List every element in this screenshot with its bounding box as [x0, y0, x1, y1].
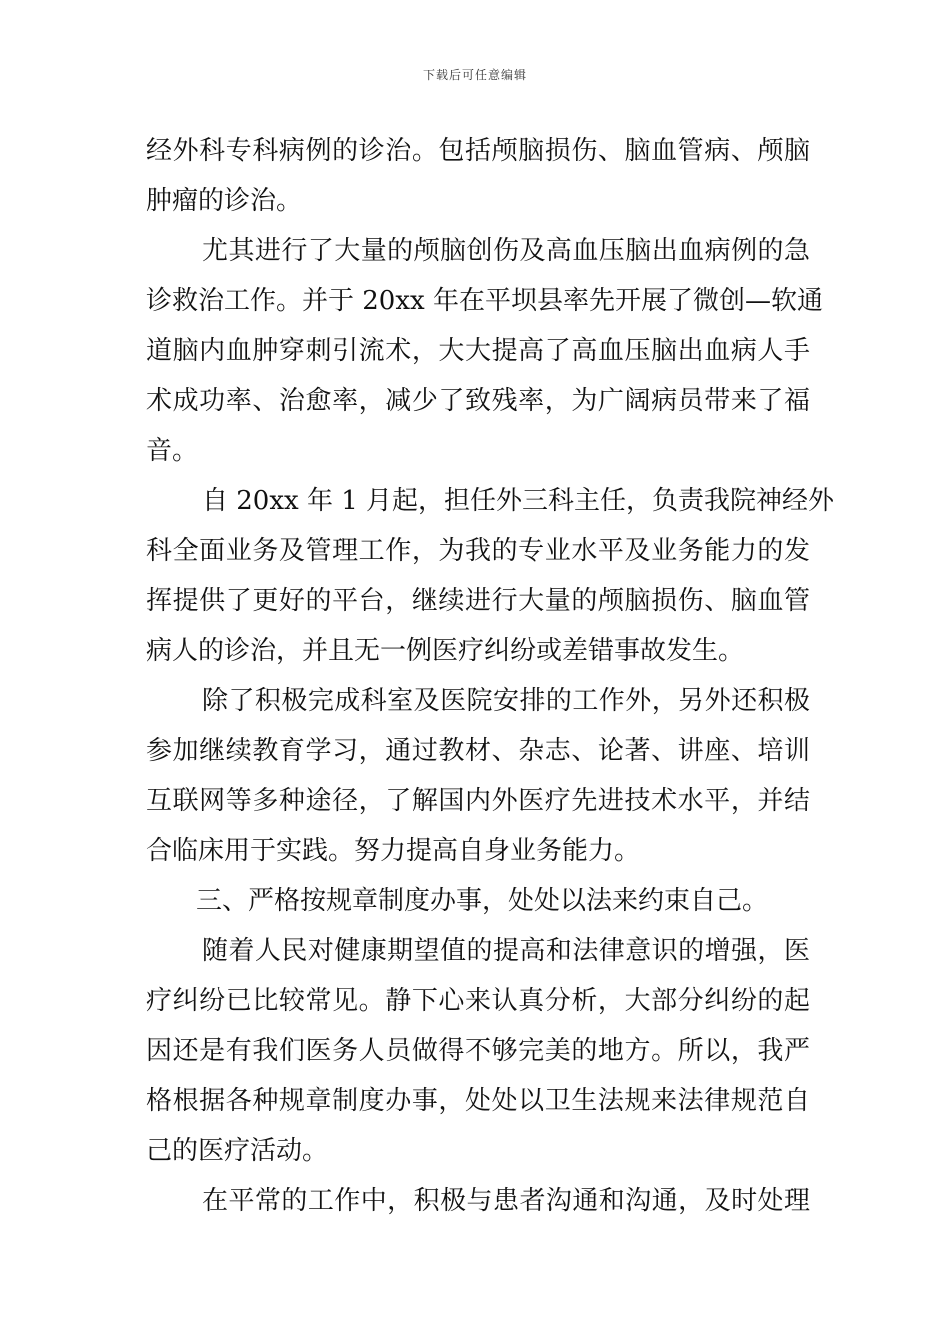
text-line: 尤其进行了大量的颅脑创伤及高血压脑出血病例的急: [202, 236, 810, 266]
text-line: 除了积极完成科室及医院安排的工作外，另外还积极: [202, 686, 810, 716]
page-header: 下载后可任意编辑: [422, 68, 527, 82]
text-line: 疗纠纷已比较常见。静下心来认真分析，大部分纠纷的起: [146, 986, 810, 1016]
text-line: 参加继续教育学习，通过教材、杂志、论著、讲座、培训: [146, 736, 810, 766]
text-line: 肿瘤的诊治。: [146, 186, 303, 216]
text-line: 病人的诊治，并且无一例医疗纠纷或差错事故发生。: [146, 636, 745, 666]
text-line: 合临床用于实践。努力提高自身业务能力。: [146, 836, 641, 866]
text-line: 在平常的工作中，积极与患者沟通和沟通，及时处理: [202, 1186, 810, 1216]
section-heading: [146, 876, 810, 926]
text-line: 音。: [146, 436, 199, 466]
text-line: 格根据各种规章制度办事，处处以卫生法规来法律规范自: [146, 1086, 810, 1116]
paragraph: [146, 1176, 810, 1226]
text-line: 经外科专科病例的诊治。包括颅脑损伤、脑血管病、颅脑: [146, 136, 810, 166]
paragraph: [146, 676, 810, 876]
text-line: 互联网等多种途径，了解国内外医疗先进技术水平，并结: [146, 786, 810, 816]
paragraph: [146, 126, 810, 226]
document-body: [146, 126, 835, 1226]
paragraph: [146, 226, 823, 476]
text-line: 因还是有我们医务人员做得不够完美的地方。所以，我严: [146, 1036, 810, 1066]
paragraph: [146, 926, 810, 1176]
text-line: 术成功率、治愈率，减少了致残率，为广阔病员带来了福: [146, 386, 810, 416]
text-line: 诊救治工作。并于 20xx 年在平坝县率先开展了微创—软通: [146, 286, 823, 316]
paragraph: [146, 476, 835, 676]
text-line: 随着人民对健康期望值的提高和法律意识的增强，医: [202, 936, 810, 966]
text-line: 三、严格按规章制度办事，处处以法来约束自己。: [196, 886, 769, 916]
text-line: 己的医疗活动。: [146, 1136, 329, 1166]
text-line: 道脑内血肿穿刺引流术，大大提高了高血压脑出血病人手: [146, 336, 810, 366]
text-line: 挥提供了更好的平台，继续进行大量的颅脑损伤、脑血管: [146, 586, 810, 616]
text-line: 科全面业务及管理工作，为我的专业水平及业务能力的发: [146, 536, 810, 566]
text-line: 自 20xx 年 1 月起，担任外三科主任，负责我院神经外: [202, 486, 835, 516]
